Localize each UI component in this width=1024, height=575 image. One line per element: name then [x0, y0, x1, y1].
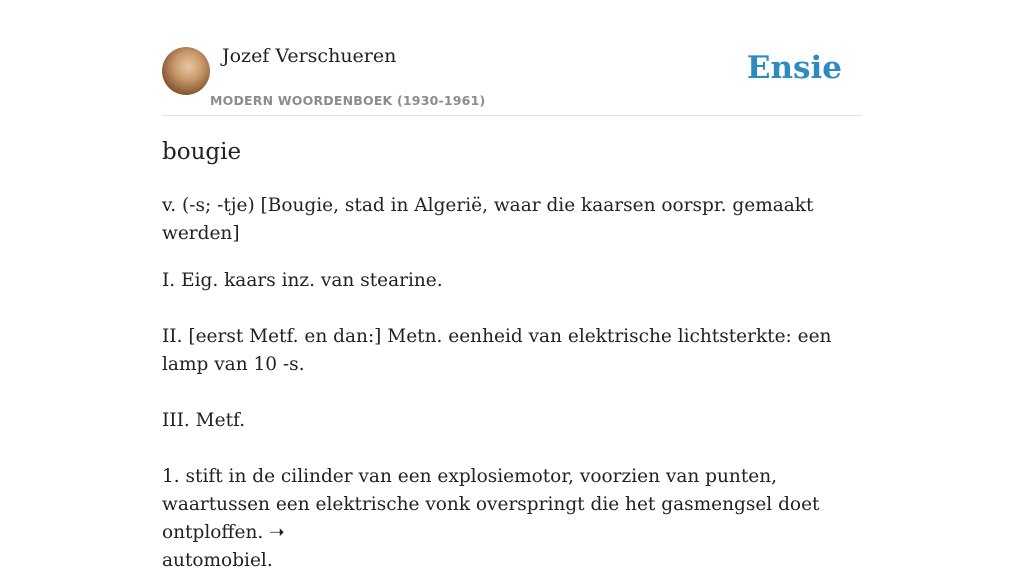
page [162, 0, 862, 571]
page-title: bougie [162, 139, 242, 165]
entry-body [162, 192, 862, 575]
site-logo[interactable]: Ensie [746, 50, 842, 86]
definition-sense-1: I. Eig. kaars inz. van stearine. [162, 270, 443, 291]
definition-sense-2: II. [eerst Metf. en dan:] Metn. eenheid van elektrische lichtsterkte: een lamp van 10 -s. [162, 326, 832, 375]
header [162, 0, 862, 116]
author-avatar[interactable] [162, 47, 210, 95]
cross-reference-link[interactable]: automobiel. [162, 550, 273, 571]
source-label: MODERN WOORDENBOEK (1930-1961) [210, 93, 486, 108]
definition-sense-3-1 [162, 463, 862, 575]
author-name[interactable]: Jozef Verschueren [222, 45, 397, 67]
definition-sense-3-1-text: 1. stift in de cilinder van een explosiemotor, voorzien van punten, waartussen een elektrische vonk overspringt die het gasmengsel doet ontploffen. [162, 466, 820, 543]
definition-sense-3: III. Metf. [162, 410, 246, 431]
etymology: v. (-s; -tje) [Bougie, stad in Algerië, waar die kaarsen oorspr. gemaakt werden] [162, 195, 814, 244]
arrow-right-icon: ➝ [269, 522, 285, 543]
